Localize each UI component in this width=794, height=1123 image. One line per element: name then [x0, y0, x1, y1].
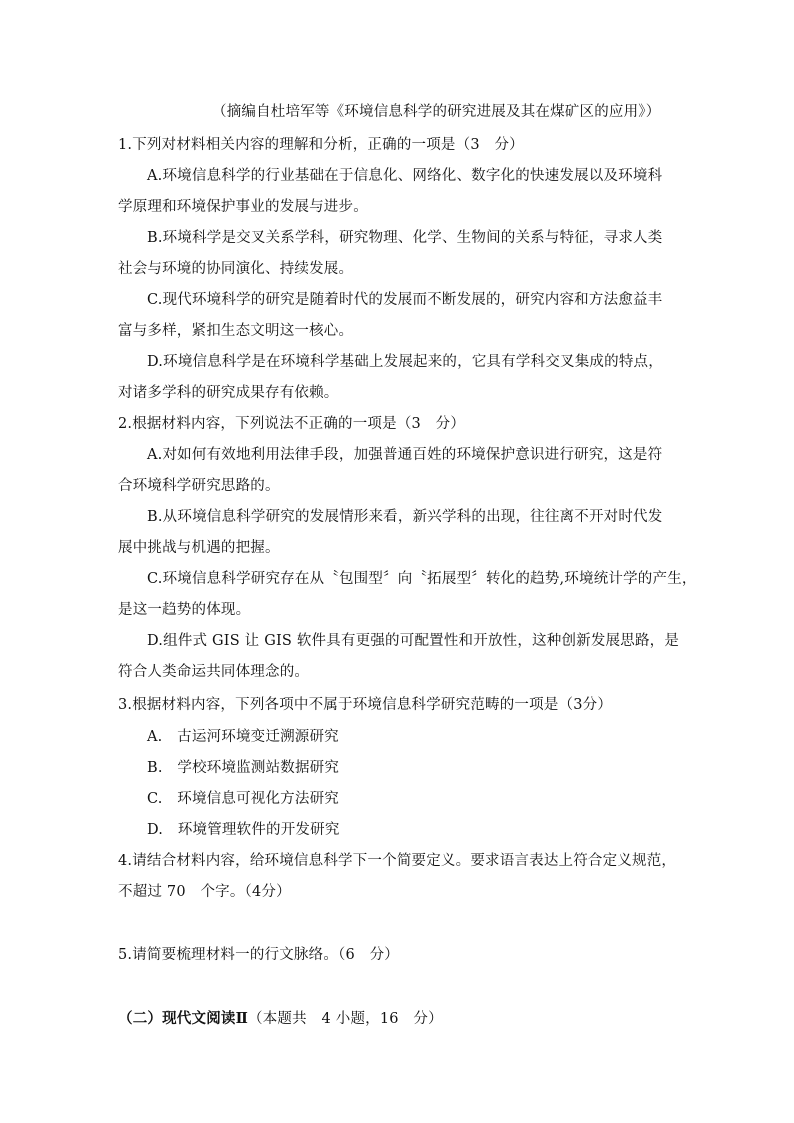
question-2-option-c-line2: 是这一趋势的体现。 — [118, 602, 251, 618]
question-2-option-a-line2: 合环境科学研究思路的。 — [118, 478, 280, 494]
source-citation: （摘编自杜培军等《环境信息科学的研究进展及其在煤矿区的应用》） — [212, 104, 661, 120]
question-1-option-d-line2: 对诸多学科的研究成果存有依赖。 — [118, 385, 339, 401]
question-2-option-d-line1: D.组件式 GIS 让 GIS 软件具有更强的可配置性和开放性，这种创新发展思路，是 — [147, 633, 680, 649]
question-1-option-a-line2: 学原理和环境保护事业的发展与进步。 — [118, 199, 368, 215]
question-3-stem: 3.根据材料内容，下列各项中不属于环境信息科学研究范畴的一项是（3分） — [118, 697, 613, 713]
question-4-line2: 不超过 70 个字。（4分） — [118, 884, 291, 900]
question-2-option-b-line1: B.从环境信息科学研究的发展情形来看，新兴学科的出现，往往离不开对时代发 — [147, 509, 663, 525]
question-3-option-b: B. 学校环境监测站数据研究 — [147, 760, 340, 776]
question-3-option-a: A. 古运河环境变迁溯源研究 — [147, 729, 339, 745]
section-2-meta: （本题共 4 小题，16 分） — [248, 1011, 443, 1027]
question-1-option-b-line1: B.环境科学是交叉关系学科，研究物理、化学、生物间的关系与特征，寻求人类 — [147, 230, 663, 246]
question-1-stem: 1.下列对材料相关内容的理解和分析，正确的一项是（3 分） — [118, 137, 524, 153]
question-2-option-b-line2: 展中挑战与机遇的把握。 — [118, 540, 280, 556]
question-3-option-d: D. 环境管理软件的开发研究 — [147, 822, 340, 838]
question-2-option-d-line2: 符合人类命运共同体理念的。 — [118, 664, 310, 680]
question-2-option-c-line1: C.环境信息科学研究存在从〝包围型〞向〝拓展型〞转化的趋势,环境统计学的产生， — [147, 571, 697, 587]
question-1-option-c-line1: C.现代环境科学的研究是随着时代的发展而不断发展的，研究内容和方法愈益丰 — [147, 292, 663, 308]
section-2-header — [118, 1010, 443, 1028]
question-1-option-d-line1: D.环境信息科学是在环境科学基础上发展起来的，它具有学科交叉集成的特点， — [147, 354, 663, 370]
question-3-option-c: C. 环境信息可视化方法研究 — [147, 791, 339, 807]
section-2-heading: （二）现代文阅读Ⅱ — [118, 1010, 249, 1027]
question-2-option-a-line1: A.对如何有效地利用法律手段，加强普通百姓的环境保护意识进行研究，这是符 — [147, 447, 663, 463]
question-1-option-c-line2: 富与多样，紧扣生态文明这一核心。 — [118, 323, 354, 339]
question-5: 5.请简要梳理材料一的行文脉络。（6 分） — [118, 947, 400, 963]
question-1-option-b-line2: 社会与环境的协同演化、持续发展。 — [118, 261, 354, 277]
question-4-line1: 4.请结合材料内容，给环境信息科学下一个简要定义。要求语言表达上符合定义规范， — [118, 853, 677, 869]
question-1-option-a-line1: A.环境信息科学的行业基础在于信息化、网络化、数字化的快速发展以及环境科 — [147, 168, 663, 184]
question-2-stem: 2.根据材料内容，下列说法不正确的一项是（3 分） — [118, 416, 466, 432]
